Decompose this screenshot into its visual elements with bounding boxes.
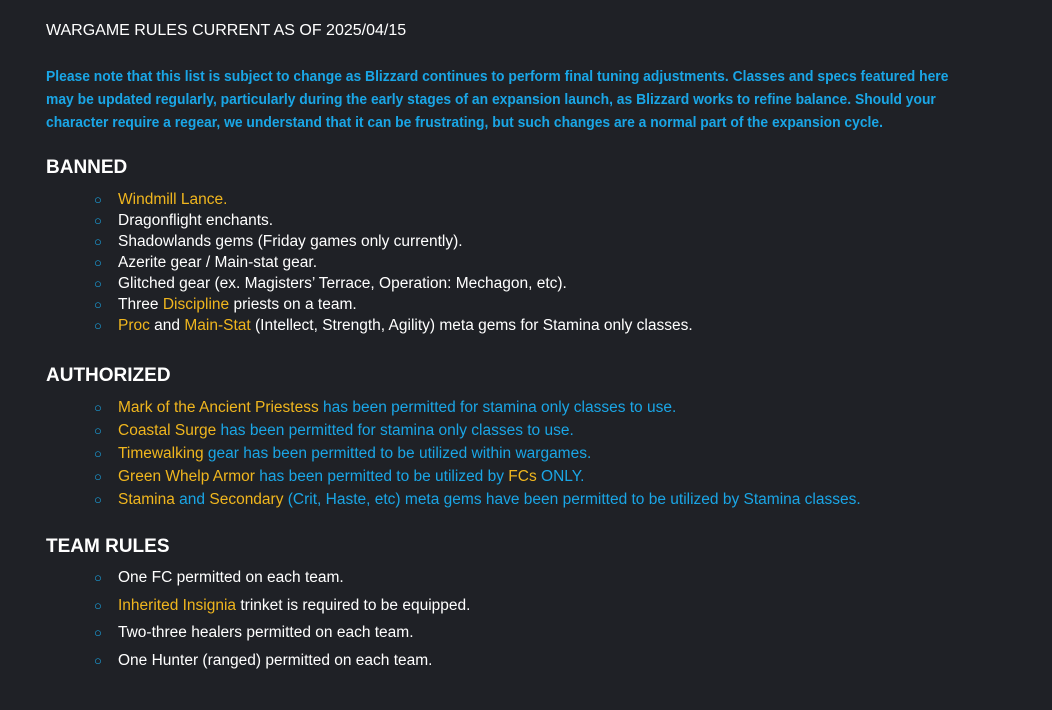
bullet-icon: ○: [94, 625, 102, 640]
list-item: ○ One Hunter (ranged) permitted on each team.: [94, 652, 433, 669]
bullet-icon: ○: [94, 255, 102, 270]
list-item: ○ Two-three healers permitted on each team.: [94, 624, 414, 641]
list-item: ○ Inherited Insignia trinket is required to be equipped.: [94, 597, 471, 614]
list-item: ○ One FC permitted on each team.: [94, 569, 344, 586]
bullet-icon: ○: [94, 192, 102, 207]
bullet-icon: ○: [94, 469, 102, 484]
banned-list: [94, 189, 693, 336]
page-title: WARGAME RULES CURRENT AS OF 2025/04/15: [46, 22, 407, 39]
list-item: ○ Azerite gear / Main-stat gear.: [94, 254, 318, 271]
bullet-icon: ○: [94, 234, 102, 249]
bullet-icon: ○: [94, 213, 102, 228]
bullet-icon: ○: [94, 598, 102, 613]
list-item: ○ Proc and Main-Stat (Intellect, Strength, Agility) meta gems for Stamina only classes.: [94, 317, 693, 334]
bullet-icon: ○: [94, 423, 102, 438]
bullet-icon: ○: [94, 653, 102, 668]
list-item: ○ Three Discipline priests on a team.: [94, 296, 357, 313]
list-item: ○ Windmill Lance.: [94, 191, 228, 208]
bullet-icon: ○: [94, 400, 102, 415]
list-item: ○ Dragonflight enchants.: [94, 212, 274, 229]
team-rules-heading: TEAM RULES: [46, 536, 170, 557]
bullet-icon: ○: [94, 276, 102, 291]
list-item: ○ Green Whelp Armor has been permitted to be utilized by FCs ONLY.: [94, 465, 861, 488]
team-rules-list: [94, 567, 470, 671]
authorized-list: [94, 396, 861, 511]
list-item: ○ Shadowlands gems (Friday games only currently).: [94, 233, 463, 250]
notice-paragraph: Please note that this list is subject to change as Blizzard continues to perform final tuning adjustments. Classes and specs featured here may be updated regularly, particularly during the early stages of an expansion launch, as Blizzard works to refine balance. Should your character require a regear, we understand that it can be frustrating, but such changes are a normal part of the expansion cycle.: [46, 69, 949, 131]
bullet-icon: ○: [94, 570, 102, 585]
list-item: ○ Glitched gear (ex. Magisters’ Terrace, Operation: Mechagon, etc).: [94, 275, 567, 292]
list-item: ○ Mark of the Ancient Priestess has been permitted for stamina only classes to use.: [94, 396, 861, 419]
bullet-icon: ○: [94, 492, 102, 507]
banned-heading: BANNED: [46, 157, 128, 178]
bullet-icon: ○: [94, 297, 102, 312]
authorized-heading: AUTHORIZED: [46, 365, 171, 386]
list-item: ○ Timewalking gear has been permitted to be utilized within wargames.: [94, 442, 861, 465]
bullet-icon: ○: [94, 446, 102, 461]
bullet-icon: ○: [94, 318, 102, 333]
list-item: ○ Stamina and Secondary (Crit, Haste, etc) meta gems have been permitted to be utilized by Stamina classes.: [94, 488, 861, 511]
list-item: ○ Coastal Surge has been permitted for stamina only classes to use.: [94, 419, 861, 442]
